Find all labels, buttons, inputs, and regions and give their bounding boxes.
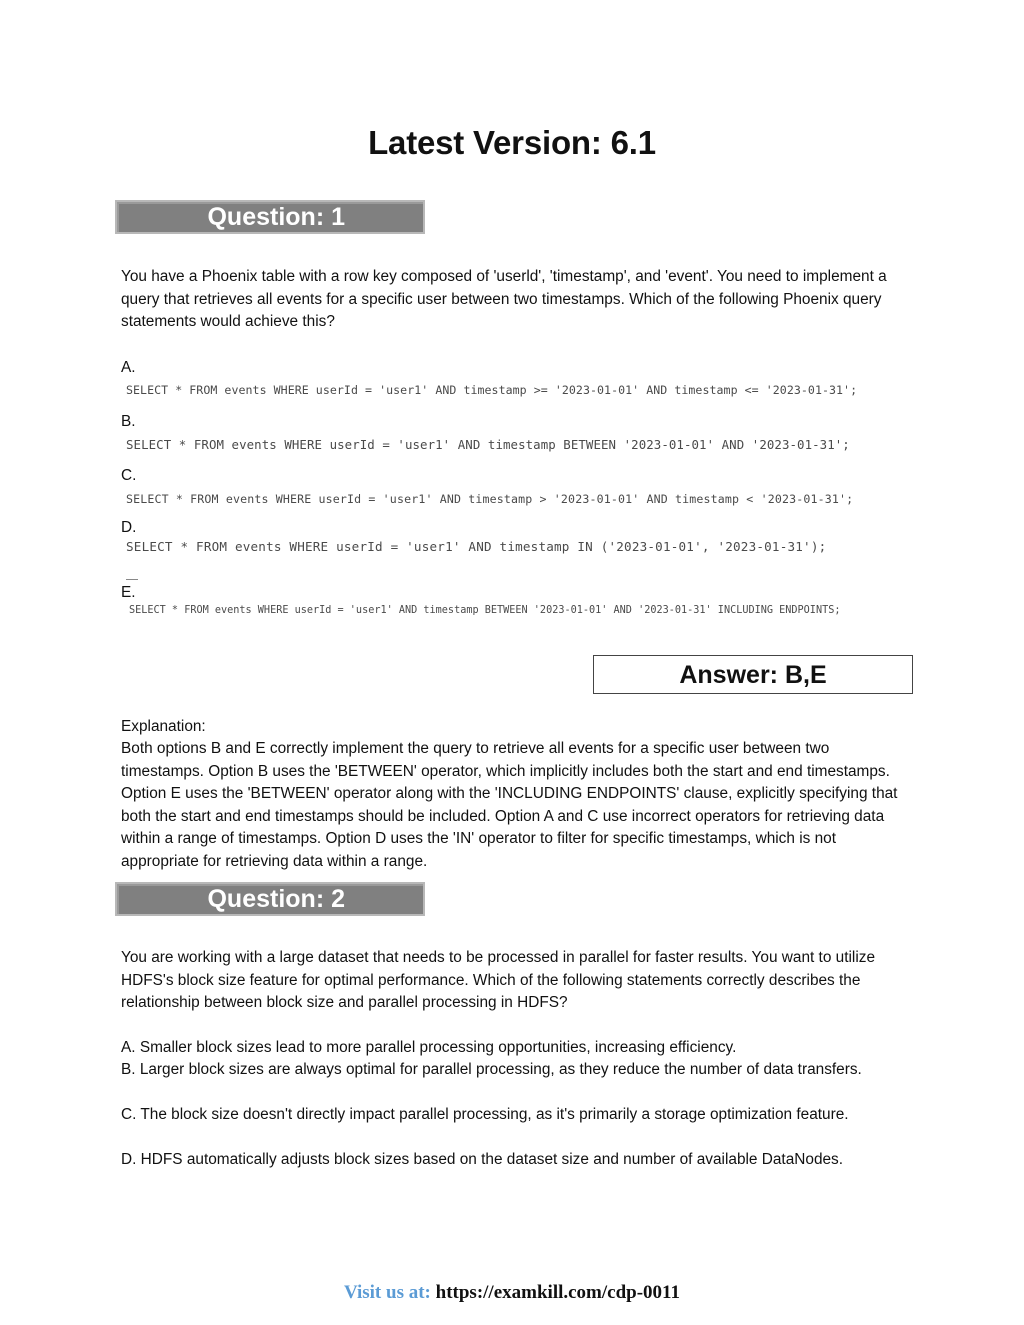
explanation-label: Explanation: — [121, 718, 206, 735]
footer-lead: Visit us at: — [343, 1282, 431, 1303]
question-1-header — [115, 200, 425, 234]
option-d-letter: D. — [121, 519, 137, 536]
question-2-option-c: C. The block size doesn't directly impact parallel processing, as it's primarily a storage optimization feature. — [121, 1106, 849, 1123]
footer-link[interactable]: https://examkill.com/cdp-0011 — [435, 1282, 681, 1303]
question-2-header — [115, 882, 425, 916]
option-d-code: SELECT * FROM events WHERE userId = 'user1' AND timestamp IN ('2023-01-01', '2023-01-31'); — [126, 539, 827, 554]
question-2-label: Question: 2 — [207, 885, 345, 913]
question-2-text: You are working with a large dataset that needs to be processed in parallel for faster results. You want to utilize HDFS's block size feature for optimal performance. Which of the following statements correctly describes the relationship between block size and parallel processing in HDFS? — [121, 949, 876, 1011]
option-e-code: SELECT * FROM events WHERE userId = 'user1' AND timestamp BETWEEN '2023-01-01' AND '2023-01-31' INCLUDING ENDPOINTS; — [129, 605, 841, 616]
option-a-code: SELECT * FROM events WHERE userId = 'user1' AND timestamp >= '2023-01-01' AND timestamp <= '2023-01-31'; — [126, 383, 858, 397]
answer-text: Answer: B,E — [679, 661, 827, 689]
question-2-option-a: A. Smaller block sizes lead to more parallel processing opportunities, increasing efficiency. — [121, 1039, 737, 1056]
option-c-code: SELECT * FROM events WHERE userId = 'user1' AND timestamp > '2023-01-01' AND timestamp < '2023-01-31'; — [126, 492, 854, 506]
page-title: Latest Version: 6.1 — [368, 124, 656, 161]
option-b-letter: B. — [121, 413, 136, 430]
option-c-letter: C. — [121, 467, 137, 484]
question-1-text: You have a Phoenix table with a row key composed of 'userld', 'timestamp', and 'event'. You need to implement a query that retrieves all events for a specific user between two timestamps. Which of the following Phoenix query statements would achieve this? — [121, 268, 887, 330]
question-2-option-b: B. Larger block sizes are always optimal for parallel processing, as they reduce the number of data transfers. — [121, 1061, 862, 1078]
footer — [0, 1282, 1024, 1304]
question-1-label: Question: 1 — [207, 203, 345, 231]
option-e-letter: E. — [121, 584, 136, 601]
question-2-option-d: D. HDFS automatically adjusts block sizes based on the dataset size and number of available DataNodes. — [121, 1151, 844, 1168]
option-b-code: SELECT * FROM events WHERE userId = 'user1' AND timestamp BETWEEN '2023-01-01' AND '2023-01-31'; — [126, 437, 850, 452]
answer-box — [593, 655, 913, 694]
divider-mark — [126, 579, 138, 580]
explanation-text: Both options B and E correctly implement the query to retrieve all events for a specific user between two timestamps. Option B uses the 'BETWEEN' operator, which implicitly includes both the start and end timestamps. Option E uses the 'BETWEEN' operator along with the 'INCLUDING ENDPOINTS' clause, explicitly specifying that both the start and end timestamps should be included. Option A and C use incorrect operators for retrieving data within a range of timestamps. Option D uses the 'IN' operator to filter for specific timestamps, which is not appropriate for retrieving data within a range. — [121, 740, 898, 870]
option-a-letter: A. — [121, 359, 136, 376]
